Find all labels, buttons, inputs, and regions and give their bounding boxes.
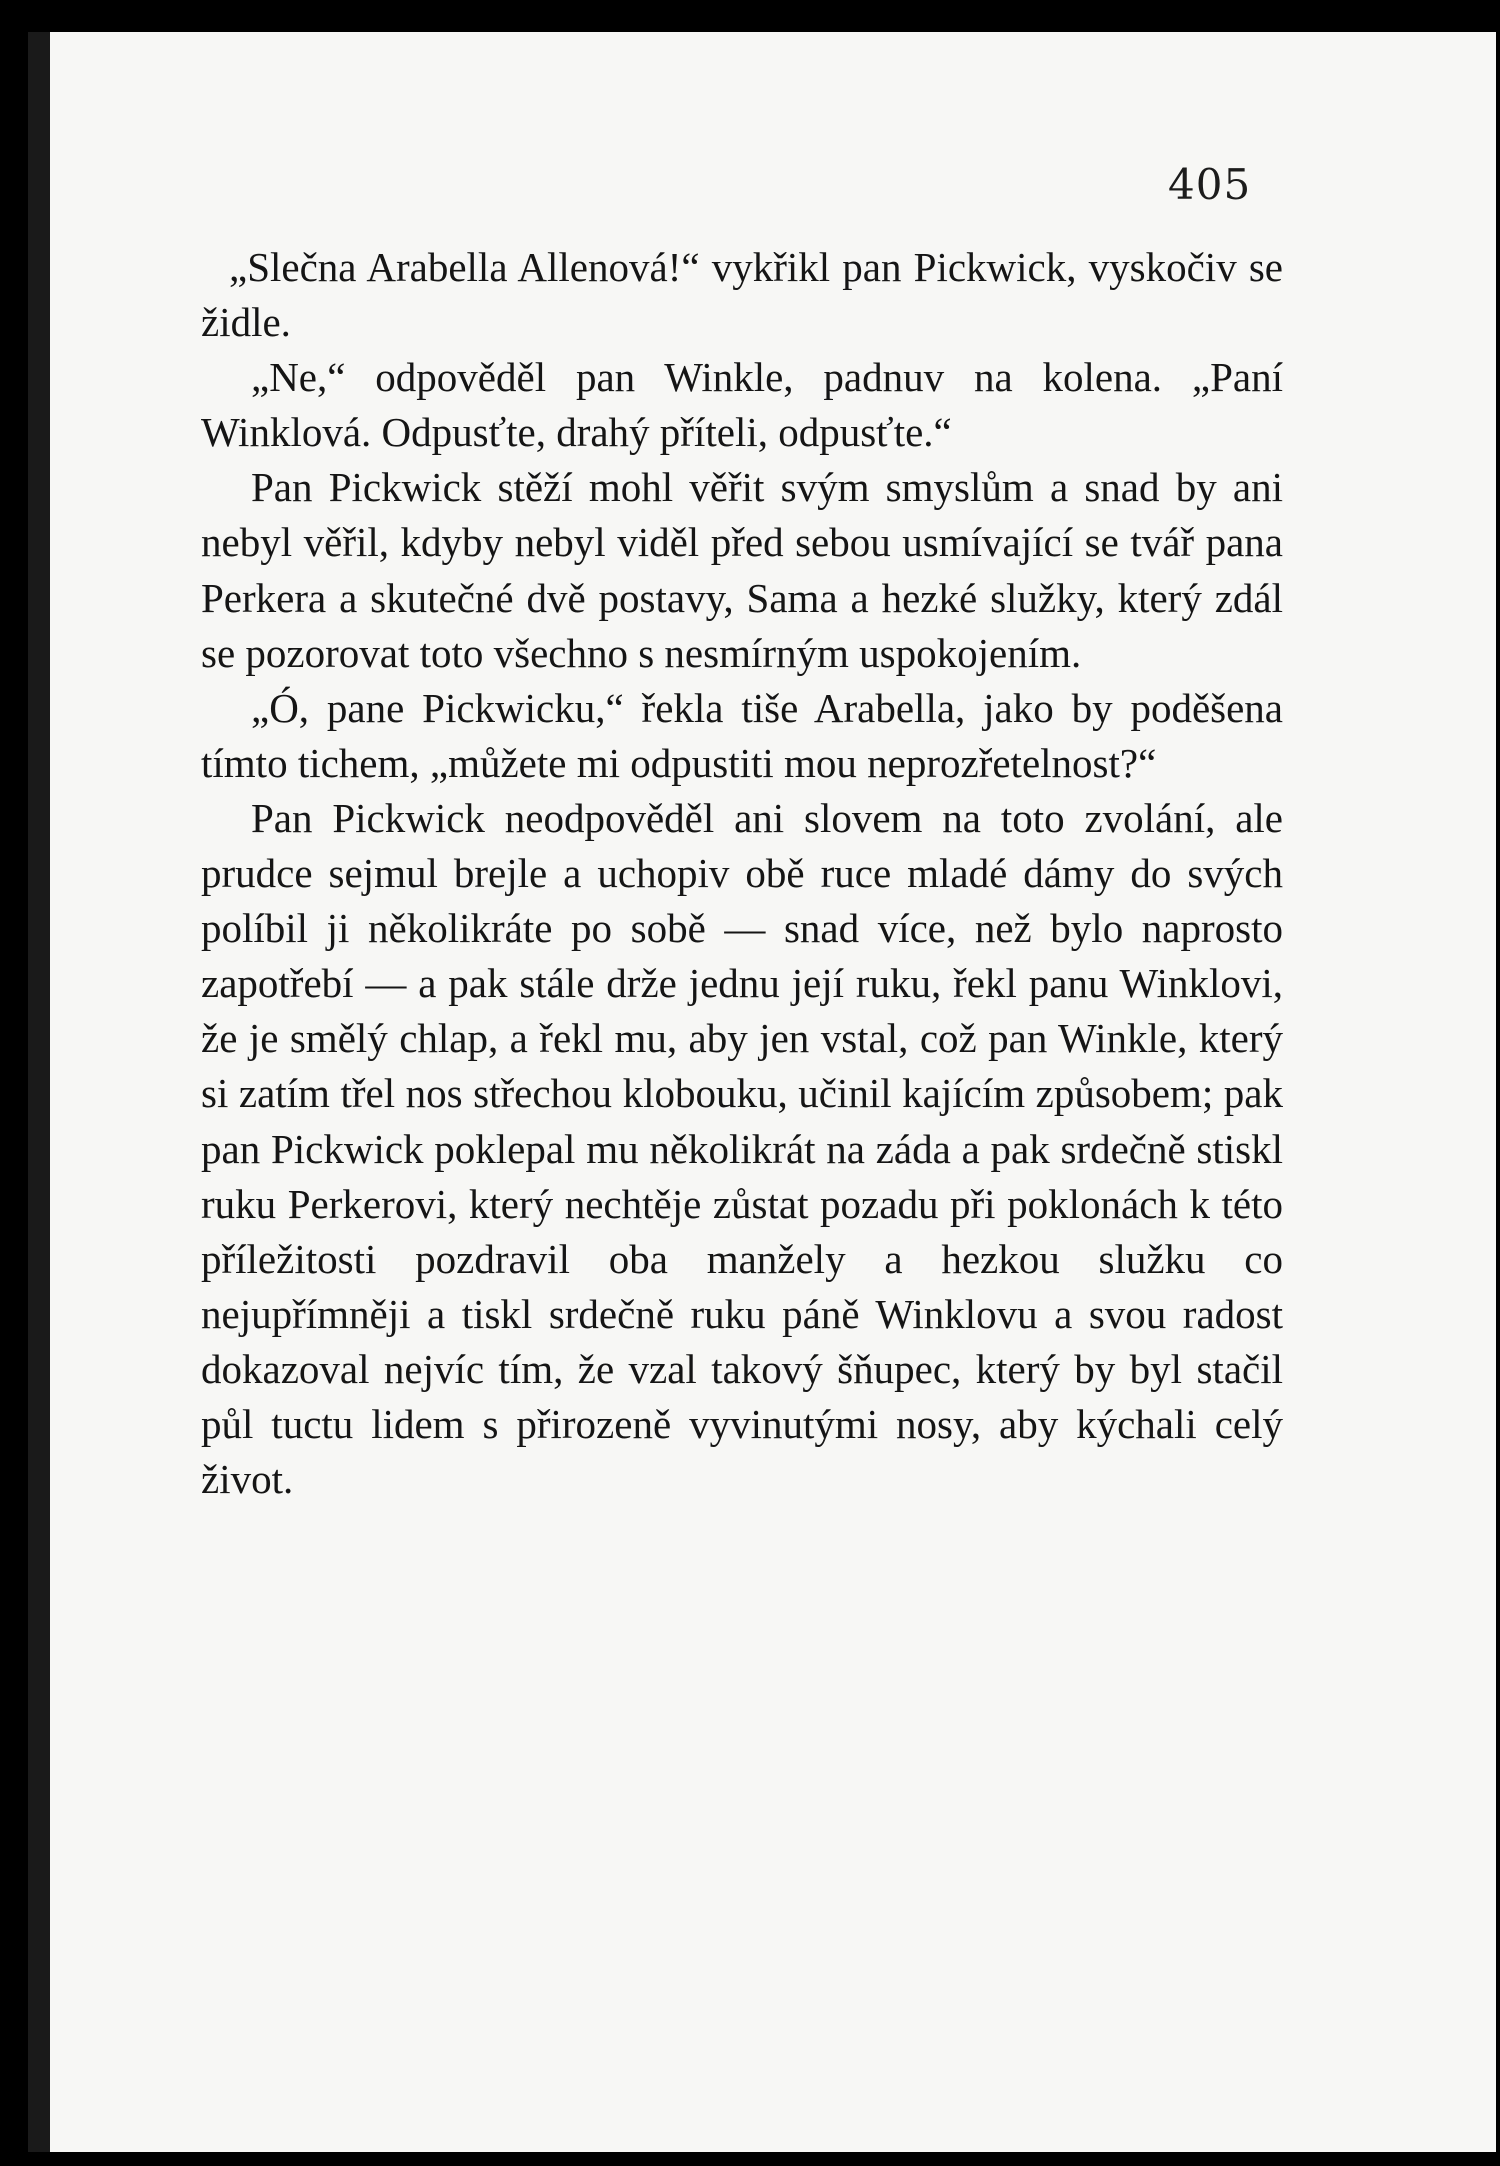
body-text <box>201 240 1283 1507</box>
page-number: 405 <box>1168 160 1252 209</box>
book-page <box>28 32 1496 2152</box>
paragraph: Pan Pickwick neodpověděl ani slovem na toto zvolání, ale prudce sejmul brejle a uchopiv obě ruce mladé dámy do svých políbil ji několikráte po sobě — snad více, než bylo naprosto zapotřebí — a pak stále drže jednu její ruku, řekl panu Winklovi, že je smělý chlap, a řekl mu, aby jen vstal, což pan Winkle, který si zatím třel nos střechou klobouku, učinil kajícím způsobem; pak pan Pickwick poklepal mu několikrát na záda a pak srdečně stiskl ruku Perkerovi, který nechtěje zůstat pozadu při poklonách k této příležitosti pozdravil oba manžely a hezkou služku co nejupřímněji a tiskl srdečně ruku páně Winklovu a svou radost dokazoval nejvíc tím, že vzal takový šňupec, který by byl stačil půl tuctu lidem s přirozeně vyvinutými nosy, aby kýchali celý život. <box>201 794 1283 1503</box>
paragraph: „Ó, pane Pickwicku,“ řekla tiše Arabella, jako by poděšena tímto tichem, „můžete mi odpustiti mou neprozřetelnost?“ <box>201 684 1283 786</box>
paragraph: „Ne,“ odpověděl pan Winkle, padnuv na kolena. „Paní Winklová. Odpusťte, drahý příteli, odpusťte.“ <box>201 354 1283 456</box>
paragraph: „Slečna Arabella Allenová!“ vykřikl pan Pickwick, vyskočiv se židle. <box>201 244 1283 346</box>
paragraph: Pan Pickwick stěží mohl věřit svým smyslům a snad by ani nebyl věřil, kdyby nebyl viděl před sebou usmívající se tvář pana Perkera a skutečné dvě postavy, Sama a hezké služky, který zdál se pozorovat toto všechno s nesmírným uspokojením. <box>201 464 1283 676</box>
page-binding-edge <box>28 32 50 2152</box>
